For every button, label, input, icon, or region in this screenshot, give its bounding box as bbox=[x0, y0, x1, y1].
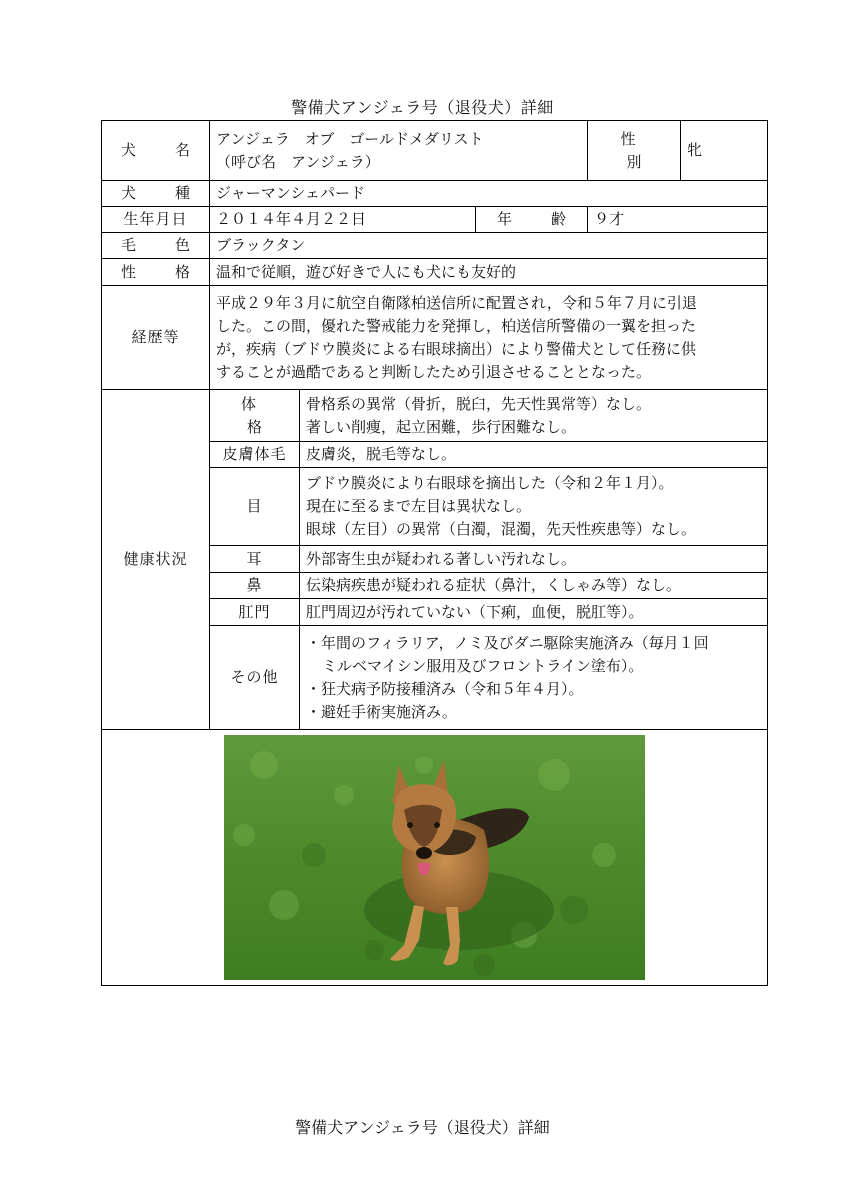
name-label: 犬 名 bbox=[102, 121, 210, 181]
other-value bbox=[300, 626, 768, 730]
eye-line: 現在に至るまで左目は異状なし。 bbox=[306, 497, 532, 515]
row-physique bbox=[102, 390, 768, 442]
temper-value: 温和で従順，遊び好きで人にも犬にも友好的 bbox=[210, 259, 768, 286]
other-line: ・狂犬病予防接種済み（令和５年４月）。 bbox=[306, 679, 584, 698]
physique-line: 著しい削痩，起立困難，歩行困難なし。 bbox=[306, 417, 577, 436]
skin-label: 皮膚体毛 bbox=[210, 442, 300, 468]
age-value: ９才 bbox=[588, 207, 768, 233]
history-line: した。この間，優れた警戒能力を発揮し，柏送信所警備の一翼を担った bbox=[216, 316, 697, 335]
anus-label: 肛門 bbox=[210, 599, 300, 626]
history-line: することが過酷であると判断したため引退させることとなった。 bbox=[216, 362, 652, 381]
breed-value: ジャーマンシェパード bbox=[210, 181, 768, 207]
temper-label: 性 格 bbox=[102, 259, 210, 286]
row-history bbox=[102, 286, 768, 390]
row-photo bbox=[102, 730, 768, 986]
eye-line: ブドウ膜炎により右眼球を摘出した（令和２年１月）。 bbox=[306, 474, 674, 492]
history-line: 平成２９年３月に航空自衛隊柏送信所に配置され，令和５年７月に引退 bbox=[216, 293, 697, 312]
dog-detail-table bbox=[101, 120, 768, 986]
name-line: アンジェラ オブ ゴールドメダリスト bbox=[216, 129, 484, 148]
other-label: その他 bbox=[210, 626, 300, 730]
row-birth bbox=[102, 207, 768, 233]
eye-line: 眼球（左目）の異常（白濁，混濁，先天性疾患等）なし。 bbox=[306, 520, 697, 538]
coat-value: ブラックタン bbox=[210, 233, 768, 259]
name-value bbox=[210, 121, 588, 181]
birth-value: ２０１４年４月２２日 bbox=[210, 207, 476, 233]
eye-label: 目 bbox=[210, 468, 300, 546]
document-title: 警備犬アンジェラ号（退役犬）詳細 bbox=[291, 98, 554, 117]
physique-label: 体 格 bbox=[210, 390, 300, 442]
age-label: 年 齢 bbox=[476, 207, 588, 233]
history-line: が，疾病（ブドウ膜炎による右眼球摘出）により警備犬として任務に供 bbox=[216, 339, 697, 358]
row-temper bbox=[102, 259, 768, 286]
coat-label: 毛 色 bbox=[102, 233, 210, 259]
breed-label: 犬 種 bbox=[102, 181, 210, 207]
other-line: ・年間のフィラリア，ノミ及びダニ駆除実施済み（毎月１回 bbox=[306, 633, 709, 652]
physique-value bbox=[300, 390, 768, 442]
history-value bbox=[210, 286, 768, 390]
other-line: ・避妊手術実施済み。 bbox=[306, 702, 457, 721]
health-label: 健康状況 bbox=[102, 390, 210, 730]
ear-value: 外部寄生虫が疑われる著しい汚れなし。 bbox=[300, 546, 768, 573]
nose-value: 伝染病疾患が疑われる症状（鼻汁，くしゃみ等）なし。 bbox=[300, 573, 768, 599]
skin-value: 皮膚炎，脱毛等なし。 bbox=[300, 442, 768, 468]
row-name bbox=[102, 121, 768, 181]
anus-value: 肛門周辺が汚れていない（下痢，血便，脱肛等）。 bbox=[300, 599, 768, 626]
row-breed bbox=[102, 181, 768, 207]
dog-photo bbox=[224, 735, 645, 980]
nickname-line: （呼び名 アンジェラ） bbox=[216, 152, 380, 171]
physique-line: 骨格系の異常（骨折，脱臼，先天性異常等）なし。 bbox=[306, 394, 652, 413]
footer-title: 警備犬アンジェラ号（退役犬）詳細 bbox=[295, 1118, 550, 1137]
row-coat bbox=[102, 233, 768, 259]
birth-label: 生年月日 bbox=[102, 207, 210, 233]
other-line: ミルベマイシン服用及びフロントライン塗布）。 bbox=[322, 656, 644, 675]
photo-cell bbox=[102, 730, 768, 986]
nose-label: 鼻 bbox=[210, 573, 300, 599]
history-label: 経歴等 bbox=[102, 286, 210, 390]
ear-label: 耳 bbox=[210, 546, 300, 573]
sex-value: 牝 bbox=[681, 121, 768, 181]
sex-label: 性 別 bbox=[588, 121, 681, 181]
eye-value bbox=[300, 468, 768, 546]
german-shepherd-photo bbox=[224, 735, 645, 980]
